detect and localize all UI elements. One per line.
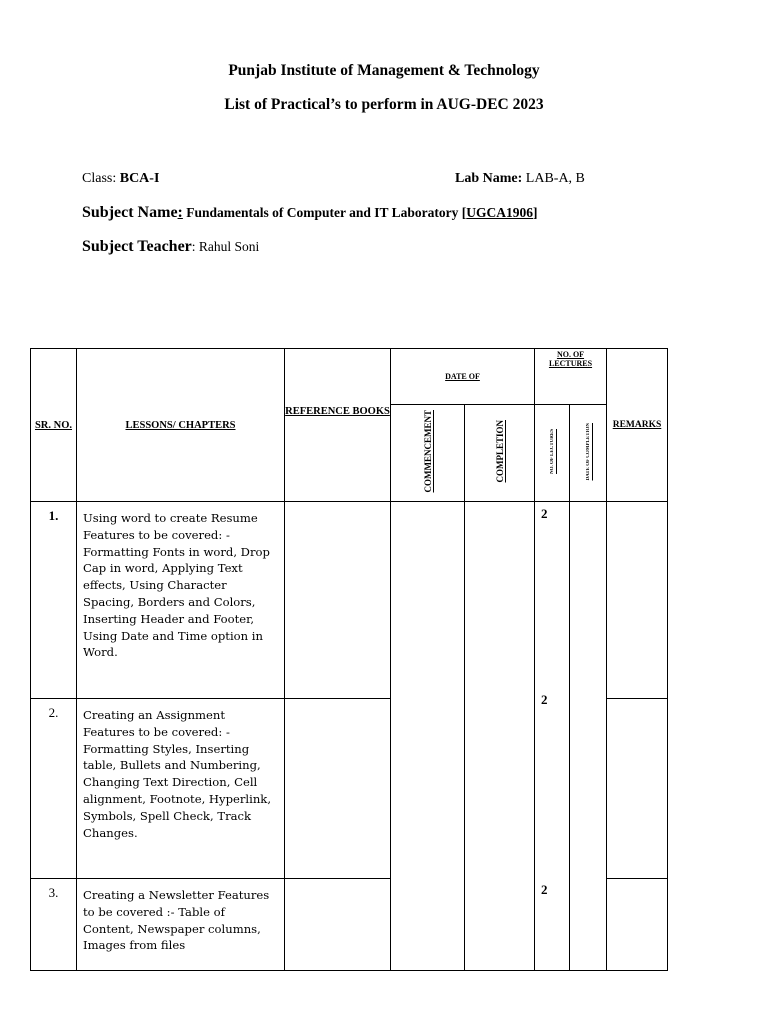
row-2-sr: 2. [31,699,77,879]
teacher-line [82,238,259,256]
commencement-header [391,405,465,502]
row-3-lectures: 2 [541,882,548,897]
lessons-header: LESSONS/ CHAPTERS [77,349,285,502]
subject-close: ] [533,205,538,220]
completion-label: COMPLETION [494,420,505,483]
row-3-remarks [607,879,668,971]
subject-code: UGCA1906 [466,205,534,220]
remarks-header: REMARKS [607,349,668,502]
class-value: BCA-I [119,171,160,186]
reference-books-header: REFERENCE BOOKS [285,349,391,502]
row-3-lesson: Creating a Newsletter Features to be covered :- Table of Content, Newspaper columns, Images from files [77,879,285,971]
lectures-cell [535,502,570,971]
row-1-lectures: 2 [541,506,548,521]
row-3-sr: 3. [31,879,77,971]
teacher-label: Subject Teacher [82,238,192,255]
row-1-reference [285,502,391,699]
class-label: Class: [82,171,117,186]
row-2-lectures: 2 [541,692,548,707]
lab-line [455,171,585,187]
lectures-sub-header-2 [570,405,607,502]
row-2-reference [285,699,391,879]
row-1-remarks [607,502,668,699]
row-3-reference [285,879,391,971]
date-of-header: DATE OF [391,349,535,405]
subject-label: Subject Name [82,204,178,221]
practicals-list-title: List of Practical’s to perform in AUG-DEC 2023 [224,96,544,113]
commencement-cell [391,502,465,971]
teacher-colon: : [191,239,196,254]
subject-value: Fundamentals of Computer and IT Laboratory [ [186,205,467,220]
subject-line [82,204,538,222]
commencement-label: COMMENCEMENT [422,410,433,493]
sr-no-header: SR. NO. [31,349,77,502]
class-line [82,171,159,187]
completion-cell [465,502,535,971]
lab-value: LAB-A, B [525,171,585,186]
lectures-sub-label-2: DATE OF COMPLETION [585,422,591,481]
row-2-remarks [607,699,668,879]
practicals-table [30,348,668,971]
row-1-sr: 1. [31,502,77,699]
institute-title: Punjab Institute of Management & Technology [228,62,540,79]
lab-label: Lab Name: [455,171,523,186]
row-2-lesson: Creating an Assignment Features to be covered: - Formatting Styles, Inserting table, Bullets and Numbering, Changing Text Direction, Cell alignment, Footnote, Hyperlink, Symbols, Spell Check, Track Changes. [77,699,285,879]
row-1-lesson: Using word to create Resume Features to be covered: - Formatting Fonts in word, Drop Cap in word, Applying Text effects, Using Character Spacing, Borders and Colors, Inserting Header and Footer, Using Date and Time option in Word. [77,502,285,699]
no-of-lectures-header: NO. OF LECTURES [535,349,607,405]
subject-colon: : [177,204,183,221]
teacher-value: Rahul Soni [198,239,260,254]
completion-header [465,405,535,502]
lectures-sub-cell [570,502,607,971]
lectures-sub-header-1 [535,405,570,502]
lectures-sub-label-1: NO. OF LECTURES [549,429,555,474]
